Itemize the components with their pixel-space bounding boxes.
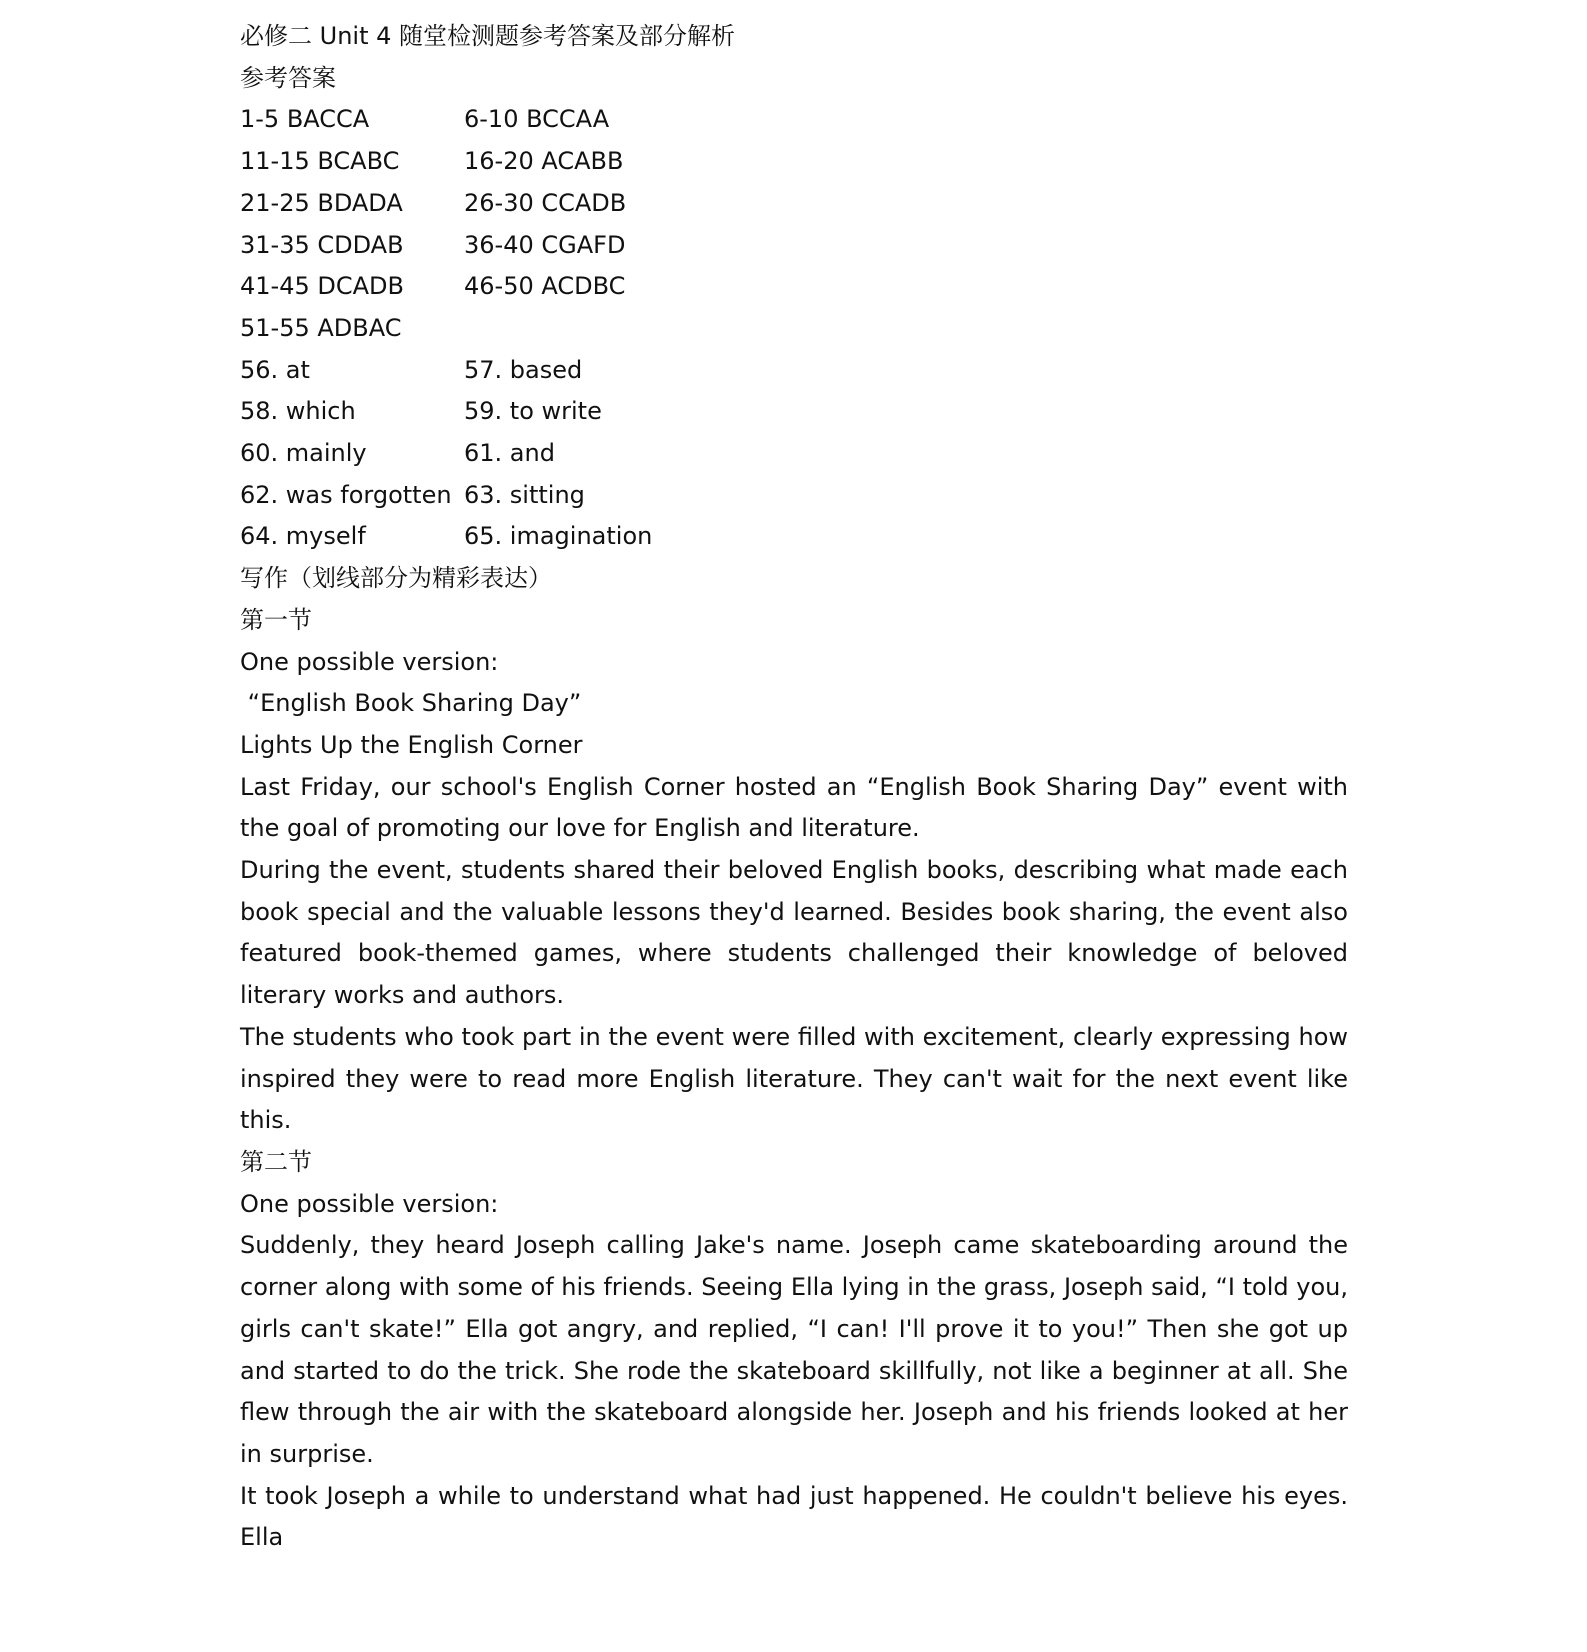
answer-row [240,308,1348,350]
answer-cell: 64. myself [240,522,366,551]
answer-cell: 60. mainly [240,439,367,468]
essay-title-line2: Lights Up the English Corner [240,730,583,759]
answer-row [240,516,1348,558]
answer-row [240,391,1348,433]
essay-paragraph: During the event, students shared their beloved English books, describing what made each book special and the valuable lessons they'd learned. Besides book sharing, the event also featured book-themed games, where students challenged their knowledge of beloved literary works and authors. [240,856,1348,1010]
answer-cell: 11-15 BCABC [240,147,400,176]
answer-cell: 59. to write [464,397,602,426]
answer-cell: 31-35 CDDAB [240,230,404,259]
document-page [240,16,1348,1559]
answer-row [240,433,1348,475]
section2-version-label: One possible version: [240,1189,499,1218]
answer-cell: 26-30 CCADB [464,188,627,217]
answer-row [240,266,1348,308]
writing-heading: 写作（划线部分为精彩表达） [240,564,552,593]
answer-cell: 65. imagination [464,522,653,551]
answer-row [240,350,1348,392]
answer-cell: 57. based [464,355,583,384]
answer-cell: 21-25 BDADA [240,188,403,217]
answer-row [240,183,1348,225]
essay-paragraph: The students who took part in the event were filled with excitement, clearly expressing how inspired they were to read more English literature. They can't wait for the next event like this. [240,1022,1348,1135]
answers-heading: 参考答案 [240,63,336,92]
answer-row [240,475,1348,517]
section1-version-label: One possible version: [240,647,499,676]
answer-cell: 36-40 CGAFD [464,230,626,259]
answer-cell: 41-45 DCADB [240,272,404,301]
answer-cell: 46-50 ACDBC [464,272,626,301]
answer-cell: 58. which [240,397,356,426]
answer-cell: 56. at [240,355,310,384]
answer-cell: 6-10 BCCAA [464,105,610,134]
answer-cell: 16-20 ACABB [464,147,624,176]
section2-heading: 第二节 [240,1147,312,1176]
answer-key [240,99,1348,558]
answer-cell: 62. was forgotten [240,480,452,509]
answer-row [240,141,1348,183]
essay-title-line1: “English Book Sharing Day” [240,689,582,718]
story-paragraph: Suddenly, they heard Joseph calling Jake's name. Joseph came skateboarding around the corner along with some of his friends. Seeing Ella lying in the grass, Joseph said, “I told you, girls can't skate!” Ella got angry, and replied, “I can! I'll prove it to you!” Then she got up and started to do the trick. She rode the skateboard skillfully, not like a beginner at all. She flew through the air with the skateboard alongside her. Joseph and his friends looked at her in surprise. [240,1231,1348,1468]
answer-cell: 1-5 BACCA [240,105,370,134]
story-paragraph: It took Joseph a while to understand what had just happened. He couldn't believe his eyes. Ella [240,1481,1348,1552]
answer-row [240,225,1348,267]
answer-row [240,99,1348,141]
essay-paragraph: Last Friday, our school's English Corner hosted an “English Book Sharing Day” event with the goal of promoting our love for English and literature. [240,772,1348,843]
document-title: 必修二 Unit 4 随堂检测题参考答案及部分解析 [240,22,736,50]
answer-cell: 51-55 ADBAC [240,313,402,342]
section1-heading: 第一节 [240,605,312,634]
answer-cell: 63. sitting [464,480,585,509]
answer-cell: 61. and [464,439,555,468]
